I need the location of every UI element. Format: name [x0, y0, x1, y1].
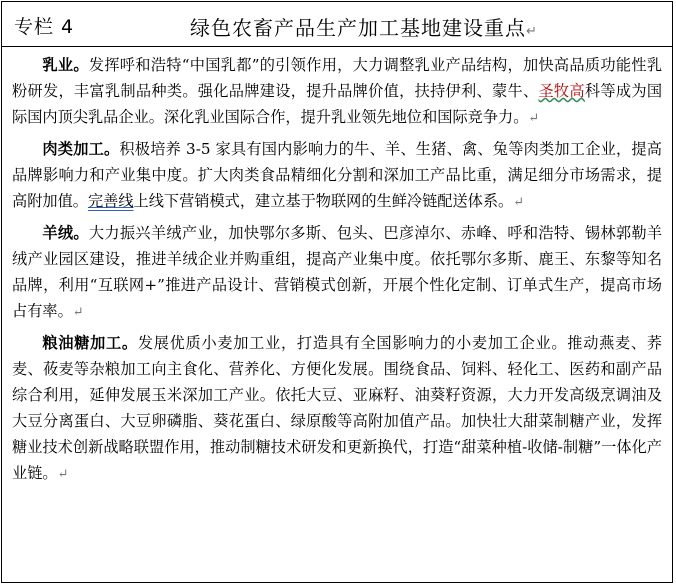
section-text: 发挥呼和浩特“中国乳都”的引领作用，大力调整乳业产品结构，加快高品质功能性乳粉研发，丰富乳制品种类。强化品牌建设，提升品牌价值，扶持伊利、蒙牛、 — [12, 56, 663, 100]
box-title-text: 绿色农畜产品生产加工基地建设重点 — [190, 16, 526, 40]
section-meat — [12, 136, 662, 216]
section-lead: 肉类加工。 — [42, 140, 120, 158]
section-lead: 羊绒。 — [42, 224, 89, 242]
paragraph-mark-icon: ↵ — [72, 305, 84, 320]
section-lead: 乳业。 — [42, 56, 89, 74]
box-body — [12, 52, 662, 492]
section-cashmere — [12, 220, 662, 326]
section-text: 大力振兴羊绒产业，加快鄂尔多斯、包头、巴彦淖尔、赤峰、呼和浩特、锡林郭勒羊绒产业园区建设，推进羊绒企业并购重组，提高产业集中度。依托鄂尔多斯、鹿王、东黎等知名品牌，利用“互联网+”推进产品设计、营销模式创新，开展个性化定制、订单式生产，提高市场占有率。 — [12, 224, 663, 320]
column-label: 专栏 4 — [14, 16, 75, 38]
paragraph-mark-icon: ↵ — [513, 195, 525, 210]
section-text: 积极培养 3-5 家具有国内影响力的牛、羊、生猪、禽、兔等肉类加工企业，提高品牌影响力和产业集中度。扩大肉类食品精细化分割和深加工产品比重，满足细分市场需求，提高附加值。 — [12, 140, 662, 210]
spellcheck-highlight: 圣牧高 — [538, 82, 585, 100]
box-header — [2, 2, 672, 47]
section-dairy — [12, 52, 662, 132]
section-text-cont: 上线下营销模式，建立基于物联网的生鲜冷链配送体系。 — [133, 192, 514, 210]
section-lead: 粮油糖加工。 — [42, 334, 138, 352]
grammar-highlight: 完善线 — [87, 192, 134, 210]
paragraph-mark-icon: ↵ — [526, 24, 538, 39]
section-text-cont: 科等成为国际国内顶尖乳品企业。深化乳业国际合作，提升乳业领先地位和国际竞争力。 — [12, 82, 663, 126]
feature-box — [1, 1, 673, 583]
paragraph-mark-icon: ↵ — [528, 111, 540, 126]
section-grain-oil-sugar — [12, 330, 662, 488]
box-title — [190, 12, 538, 41]
section-text: 发展优质小麦加工业，打造具有全国影响力的小麦加工企业。推动燕麦、荞麦、莜麦等杂粮加工向主食化、营养化、方便化发展。围绕食品、饲料、轻化工、医药和副产品综合利用，延伸发展玉米深加工产业。依托大豆、亚麻籽、油葵籽资源，大力开发高级烹调油及大豆分离蛋白、大豆卵磷脂、葵花蛋白、绿原酸等高附加值产品。加快壮大甜菜制糖产业，发挥糖业技术创新战略联盟作用，推动制糖技术研发和更新换代，打造“甜菜种植-收储-制糖”一体化产业链。 — [12, 334, 663, 482]
paragraph-mark-icon: ↵ — [57, 467, 69, 482]
